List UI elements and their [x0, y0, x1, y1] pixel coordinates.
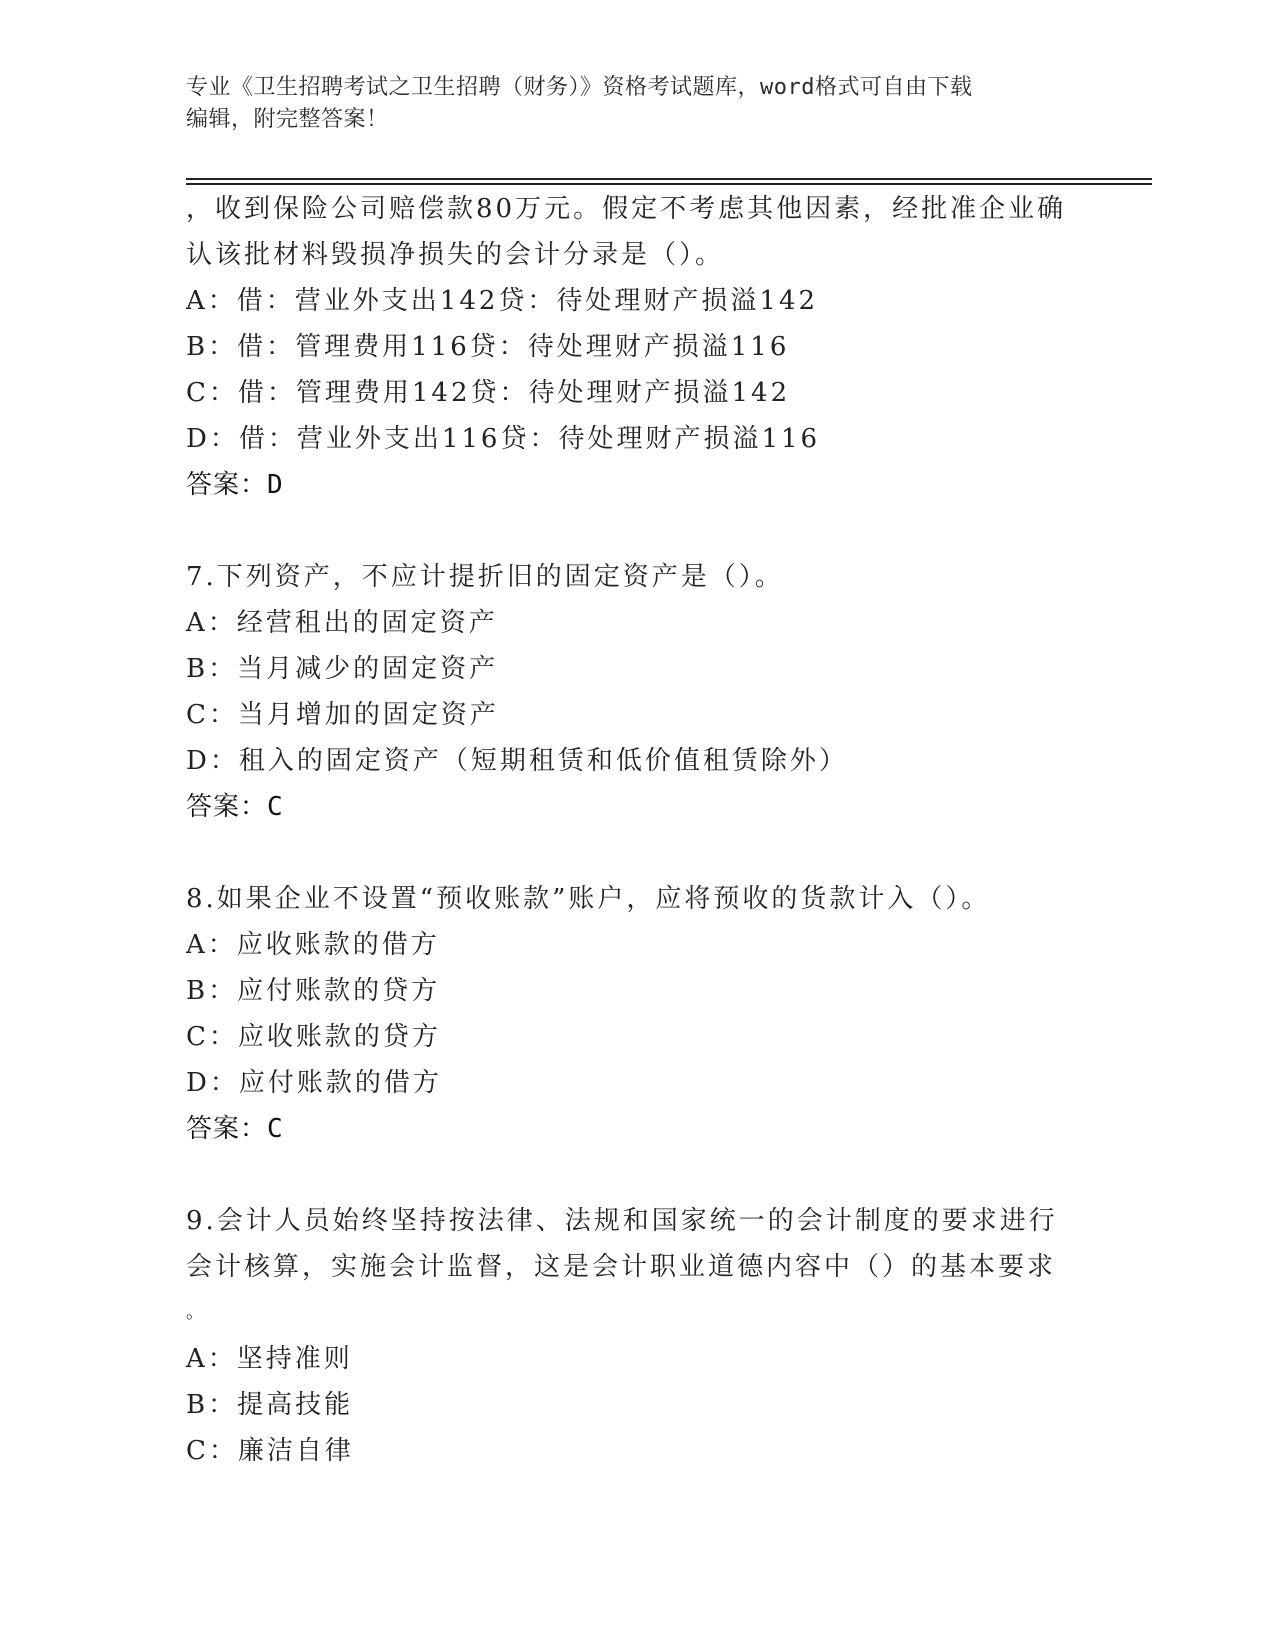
header-line-2: 编辑，附完整答案！: [186, 107, 389, 132]
question-list: [186, 186, 1086, 1474]
question-7-option-b: B：当月减少的固定资产: [186, 654, 499, 684]
spacer: [186, 830, 1086, 876]
question-8-option-a: A：应收账款的借方: [186, 930, 440, 960]
question-7-option-d: D：租入的固定资产（短期租赁和低价值租赁除外）: [186, 746, 848, 776]
header-line-1: 专业《卫生招聘考试之卫生招聘（财务）》资格考试题库，word格式可自由下载: [186, 75, 973, 100]
question-6-option-c: C：借：管理费用142贷：待处理财产损溢142: [186, 378, 791, 408]
question-6-option-a: A：借：营业外支出142贷：待处理财产损溢142: [186, 286, 819, 316]
question-9-option-c: C：廉洁自律: [186, 1436, 354, 1466]
header-divider-bottom: [186, 183, 1152, 185]
question-8-stem: 8.如果企业不设置“预收账款”账户，应将预收的货款计入（）。: [186, 884, 991, 914]
question-6-option-b: B：借：管理费用116贷：待处理财产损溢116: [186, 332, 790, 362]
question-6-stem-line-2: 认该批材料毁损净损失的会计分录是（）。: [186, 240, 725, 270]
question-6-answer: 答案：D: [186, 470, 284, 500]
spacer: [186, 508, 1086, 554]
question-7-answer: 答案：C: [186, 792, 284, 822]
question-8-answer: 答案：C: [186, 1114, 284, 1144]
question-8-option-d: D：应付账款的借方: [186, 1068, 442, 1098]
question-6-stem-line-1: ，收到保险公司赔偿款80万元。假定不考虑其他因素，经批准企业确: [186, 194, 1067, 224]
question-8: [186, 876, 1086, 1152]
question-7: [186, 554, 1086, 830]
question-6: [186, 186, 1086, 508]
header-divider-top: [186, 178, 1152, 180]
question-9-stem-line-3: 。: [186, 1302, 207, 1323]
question-9-option-b: B：提高技能: [186, 1390, 354, 1420]
question-8-option-c: C：应收账款的贷方: [186, 1022, 441, 1052]
question-7-option-a: A：经营租出的固定资产: [186, 608, 498, 638]
spacer: [186, 1152, 1086, 1198]
question-9: [186, 1198, 1086, 1474]
question-9-stem-line-2: 会计核算，实施会计监督，这是会计职业道德内容中（）的基本要求: [186, 1252, 1057, 1282]
question-9-option-a: A：坚持准则: [186, 1344, 353, 1374]
document-header: [186, 72, 1066, 136]
question-8-option-b: B：应付账款的贷方: [186, 976, 441, 1006]
question-6-option-d: D：借：营业外支出116贷：待处理财产损溢116: [186, 424, 821, 454]
question-7-stem: 7.下列资产，不应计提折旧的固定资产是（）。: [186, 562, 784, 592]
question-7-option-c: C：当月增加的固定资产: [186, 700, 499, 730]
question-9-stem-line-1: 9.会计人员始终坚持按法律、法规和国家统一的会计制度的要求进行: [186, 1206, 1058, 1236]
